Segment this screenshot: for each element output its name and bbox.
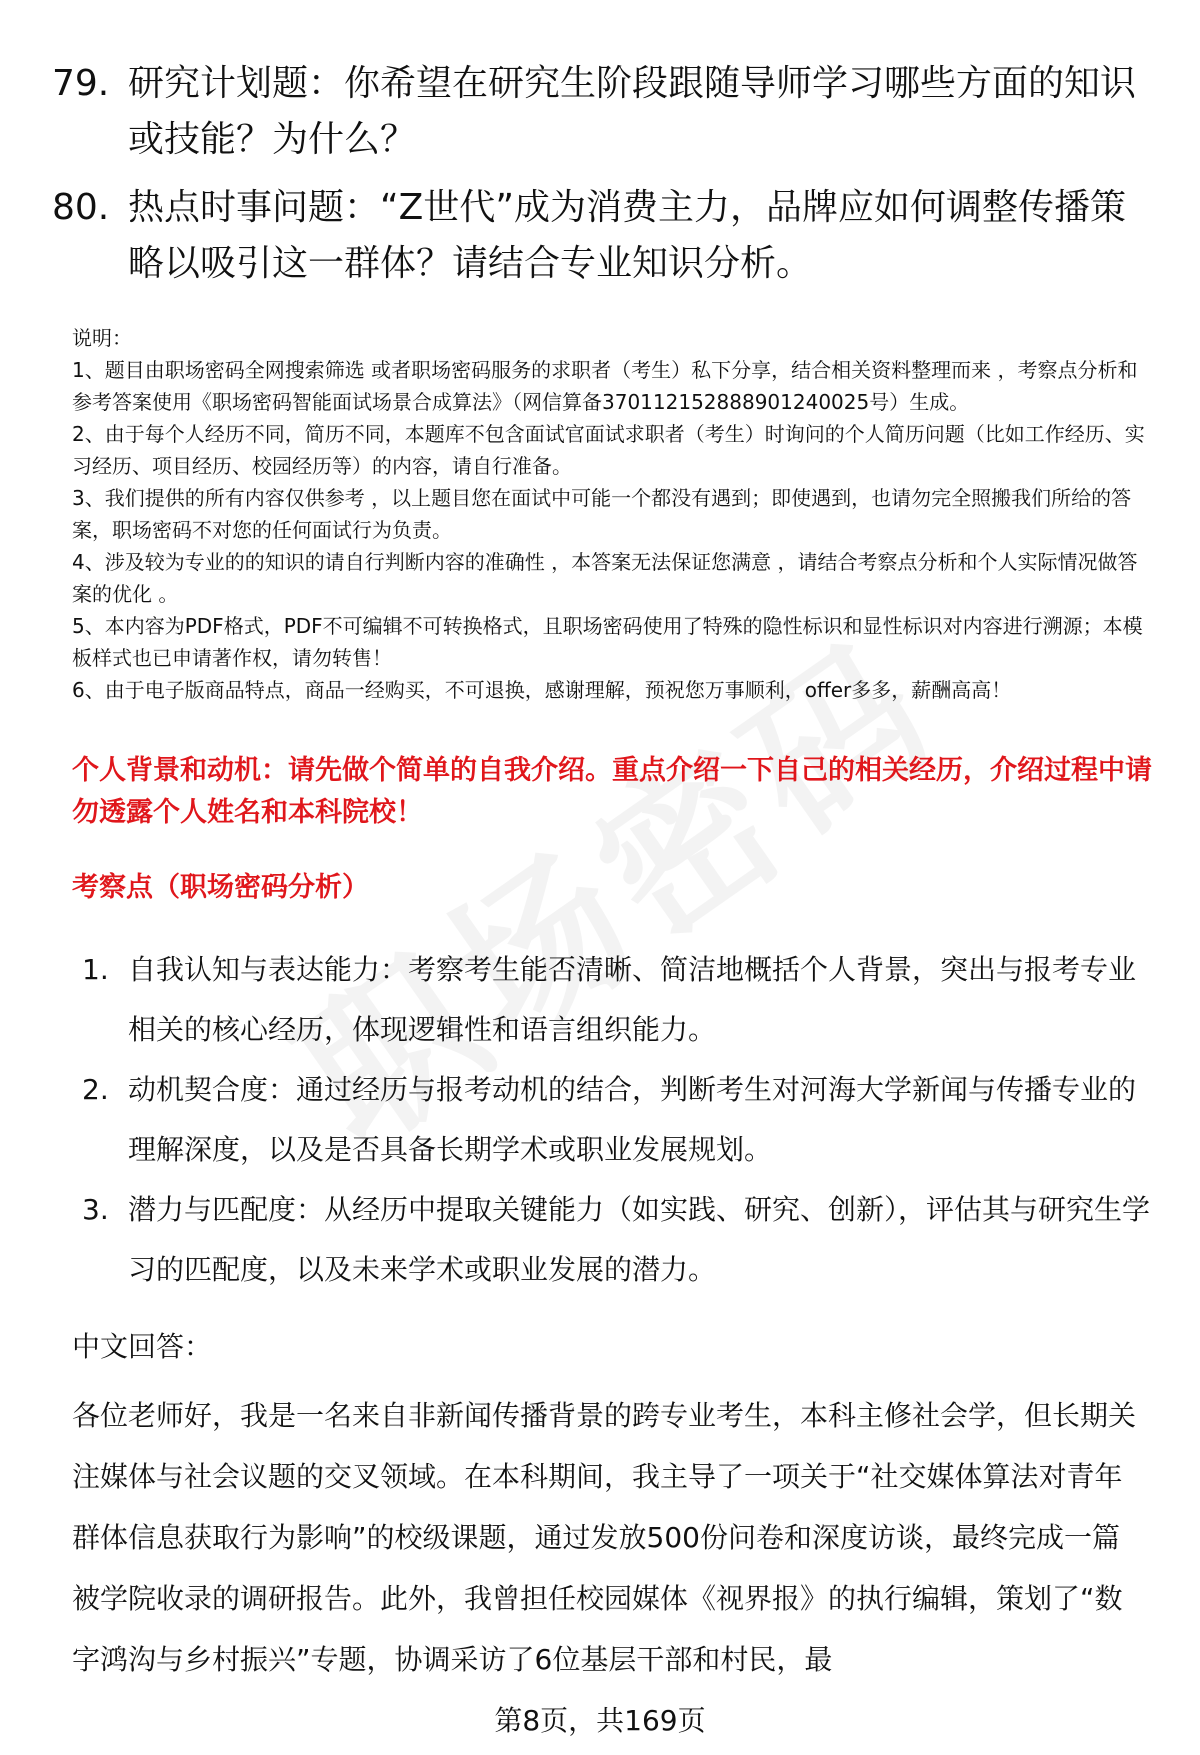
analysis-point xyxy=(82,1180,1162,1300)
question-list xyxy=(52,56,1152,304)
question-number: 79. xyxy=(52,63,110,104)
note-item: 2、由于每个人经历不同，简历不同，本题库不包含面试官面试求职者（考生）时询问的个人简历问题（比如工作经历、实习经历、项目经历、校园经历等）的内容，请自行准备。 xyxy=(72,422,1145,478)
note-item: 6、由于电子版商品特点，商品一经购买，不可退换，感谢理解，预祝您万事顺利，offer多多，薪酬高高！ xyxy=(72,678,1012,702)
point-number: 3. xyxy=(82,1193,109,1226)
note-item: 4、涉及较为专业的的知识的请自行判断内容的准确性 ，本答案无法保证您满意 ，请结合考察点分析和个人实际情况做答案的优化 。 xyxy=(72,550,1138,606)
page-footer: 第8页，共169页 xyxy=(494,1704,706,1737)
analysis-points xyxy=(82,940,1162,1300)
point-number: 1. xyxy=(82,953,109,986)
disclaimer-notes xyxy=(72,322,1152,706)
analysis-point xyxy=(82,1060,1162,1180)
answer-text: 各位老师好，我是一名来自非新闻传播背景的跨专业考生，本科主修社会学，但长期关注媒体与社会议题的交叉领域。在本科期间，我主导了一项关于“社交媒体算法对青年群体信息获取行为影响”的校级课题，通过发放500份问卷和深度访谈，最终完成一篇被学院收录的调研报告。此外，我曾担任校园媒体《视界报》的执行编辑，策划了“数字鸿沟与乡村振兴”专题，协调采访了6位基层干部和村民，最 xyxy=(72,1399,1137,1676)
notes-title: 说明： xyxy=(72,326,132,350)
note-item: 3、我们提供的所有内容仅供参考 ，以上题目您在面试中可能一个都没有遇到；即使遇到，也请勿完全照搬我们所给的答案，职场密码不对您的任何面试行为负责。 xyxy=(72,486,1132,542)
question-text: 热点时事问题：“Z世代”成为消费主力，品牌应如何调整传播策略以吸引这一群体？请结合专业知识分析。 xyxy=(128,187,1126,284)
section-heading: 个人背景和动机：请先做个简单的自我介绍。重点介绍一下自己的相关经历，介绍过程中请勿透露个人姓名和本科院校！ xyxy=(72,755,1152,828)
point-text: 动机契合度：通过经历与报考动机的结合，判断考生对河海大学新闻与传播专业的理解深度，以及是否具备长期学术或职业发展规划。 xyxy=(128,1073,1137,1166)
point-text: 潜力与匹配度：从经历中提取关键能力（如实践、研究、创新），评估其与研究生学习的匹配度，以及未来学术或职业发展的潜力。 xyxy=(128,1193,1151,1286)
question-text: 研究计划题：你希望在研究生阶段跟随导师学习哪些方面的知识或技能？为什么？ xyxy=(128,63,1137,160)
note-item: 1、题目由职场密码全网搜索筛选 或者职场密码服务的求职者（考生）私下分享，结合相关资料整理而来 ，考察点分析和参考答案使用《职场密码智能面试场景合成算法》（网信算备370112152888901240025号）生成。 xyxy=(72,358,1138,414)
question-number: 80. xyxy=(52,187,110,228)
answer-label: 中文回答： xyxy=(72,1330,213,1363)
point-text: 自我认知与表达能力：考察考生能否清晰、简洁地概括个人背景，突出与报考专业相关的核心经历，体现逻辑性和语言组织能力。 xyxy=(128,953,1137,1046)
analysis-subheading: 考察点（职场密码分析） xyxy=(72,872,369,903)
question-item xyxy=(52,56,1152,168)
question-item xyxy=(52,180,1152,292)
note-item: 5、本内容为PDF格式，PDF不可编辑不可转换格式，且职场密码使用了特殊的隐性标识和显性标识对内容进行溯源；本模板样式也已申请著作权，请勿转售！ xyxy=(72,614,1143,670)
analysis-point xyxy=(82,940,1162,1060)
point-number: 2. xyxy=(82,1073,109,1106)
